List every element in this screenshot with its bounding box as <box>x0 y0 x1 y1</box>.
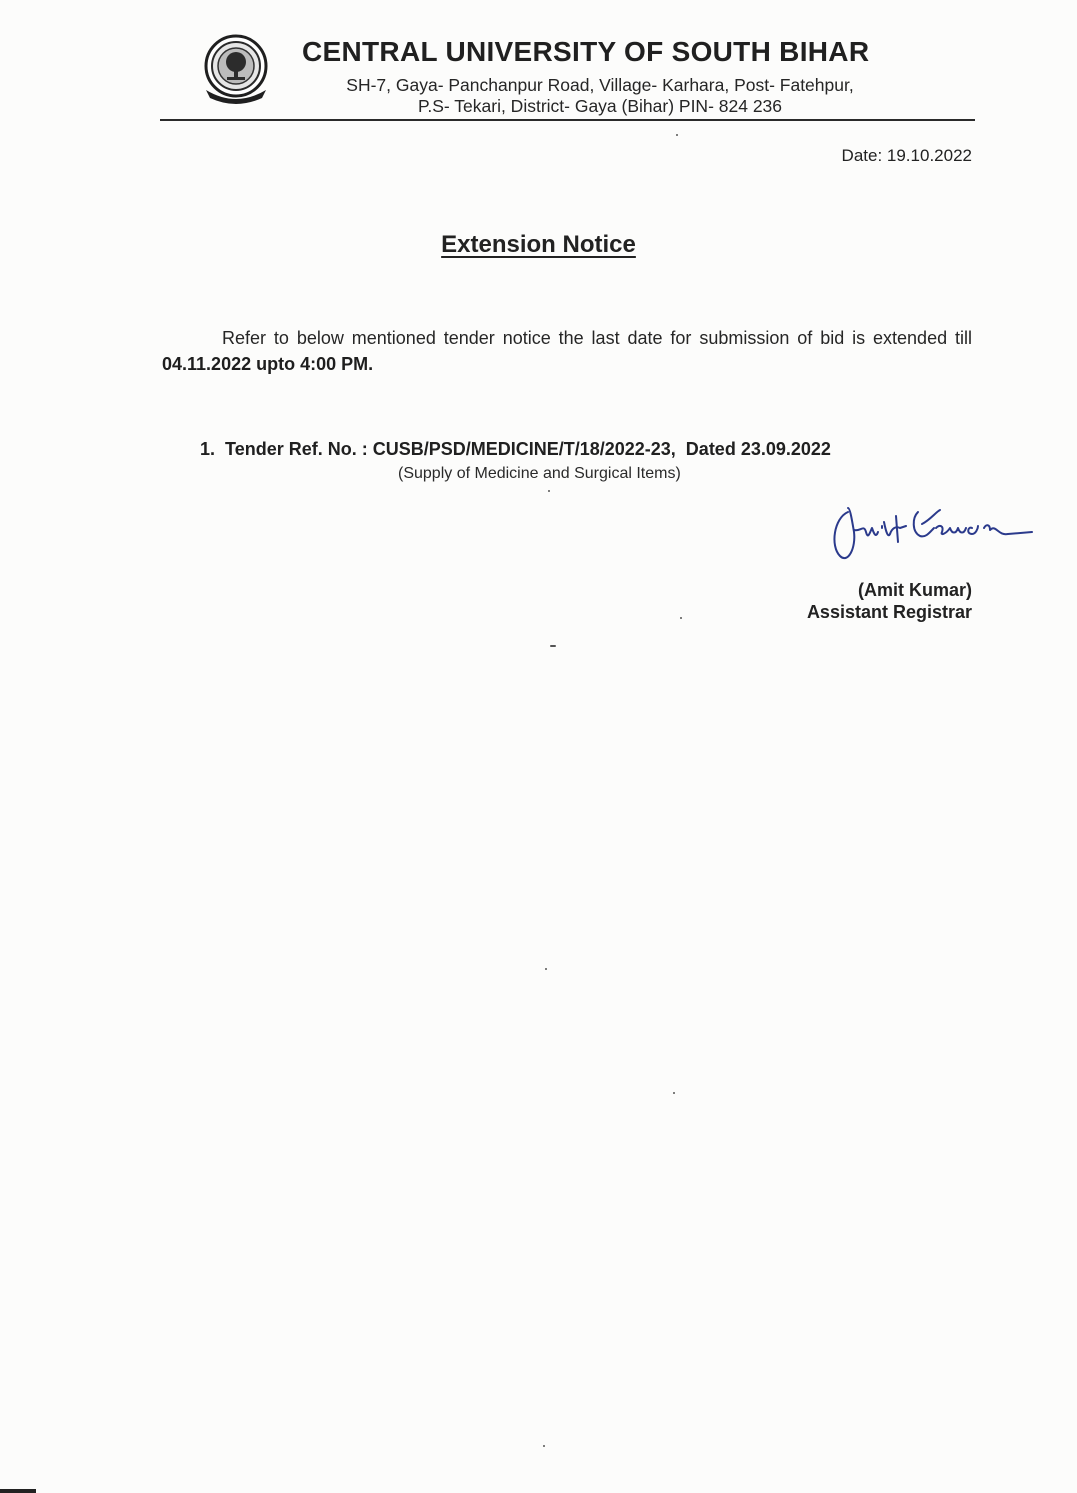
scan-edge-mark <box>0 1489 36 1493</box>
scan-speck <box>673 1092 675 1094</box>
body-text: Refer to below mentioned tender notice the last date for submission of bid is extended till <box>222 328 972 348</box>
scan-speck <box>543 1445 545 1447</box>
extended-deadline: 04.11.2022 upto 4:00 PM. <box>162 354 374 374</box>
signatory-name: (Amit Kumar) <box>857 580 972 600</box>
scan-speck <box>680 617 682 619</box>
notice-title: Extension Notice <box>441 231 636 258</box>
scan-speck <box>550 645 556 647</box>
handwritten-signature <box>826 498 1046 568</box>
tender-subject: (Supply of Medicine and Surgical Items) <box>398 465 681 482</box>
tender-ref-text: Tender Ref. No. : CUSB/PSD/MEDICINE/T/18/2022-23, Dated 23.09.2022 <box>225 439 831 459</box>
address-line-1: SH-7, Gaya- Panchanpur Road, Village- Karhara, Post- Fatehpur, <box>346 75 854 95</box>
tender-number: 1. <box>200 439 216 459</box>
tender-reference <box>200 439 831 460</box>
notice-date: Date: 19.10.2022 <box>841 146 972 165</box>
university-emblem-icon <box>202 34 270 106</box>
header-divider <box>160 119 975 121</box>
address-line-2: P.S- Tekari, District- Gaya (Bihar) PIN- 824 236 <box>417 96 783 116</box>
scan-speck <box>545 968 547 970</box>
scan-speck <box>676 134 678 136</box>
university-address <box>310 75 890 117</box>
letterhead <box>160 30 975 122</box>
university-name: CENTRAL UNIVERSITY OF SOUTH BIHAR <box>302 36 870 67</box>
scan-speck <box>548 490 550 492</box>
signatory-designation: Assistant Registrar <box>806 602 972 622</box>
notice-body <box>162 325 972 377</box>
